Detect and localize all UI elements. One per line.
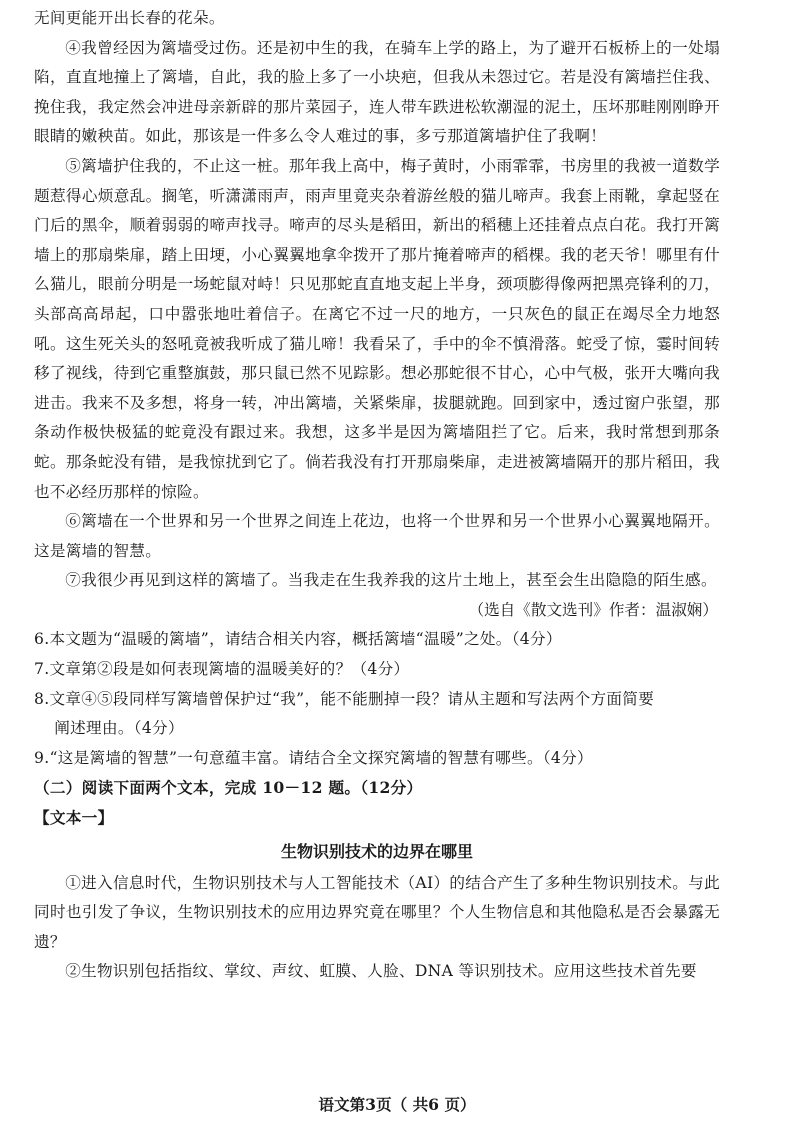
exam-page: [34, 4, 720, 987]
text-one-label: 【文本一】: [34, 808, 114, 828]
article-paragraph-2: ②生物识别包括指纹、掌纹、声纹、虹膜、人脸、DNA 等识别技术。应用这些技术首先要: [65, 962, 697, 981]
passage-paragraph-5: ⑤篱墙护住我的，不止这一桩。那年我上高中，梅子黄时，小雨霏霏，书房里的我被一道数学题惹得心烦意乱。搁笔，听潇潇雨声，雨声里竟夹杂着游丝般的猫儿啼声。我套上雨靴，拿起竖在门后的黑伞，顺着弱弱的啼声找寻。啼声的尽头是稻田，新出的稻穗上还挂着点点白花。我打开篱墙上的那扇柴扉，踏上田埂，小心翼翼地拿伞拨开了那片掩着啼声的稻棵。我的老天爷！哪里有什么猫儿，眼前分明是一场蛇鼠对峙！只见那蛇直直地支起上半身，颈项膨得像两把黑亮锋利的刀，头部高高昂起，口中嚣张地吐着信子。在离它不过一尺的地方，一只灰色的鼠正在竭尽全力地怒吼。这生死关头的怒吼竟被我听成了猫儿啼！我看呆了，手中的伞不慎滑落。蛇受了惊，霎时间转移了视线，待到它重整旗鼓，那只鼠已然不见踪影。想必那蛇很不甘心，心中气极，张开大嘴向我进击。我来不及多想，将身一转，冲出篱墙，关紧柴扉，拔腿就跑。回到家中，透过窗户张望，那条动作极快极猛的蛇竟没有跟过来。我想，这多半是因为篱墙阻拦了它。后来，我时常想到那条蛇。那条蛇没有错，是我惊扰到它了。倘若我没有打开那扇柴扉，走进被篱墙隔开的那片稻田，我也不必经历那样的惊险。: [34, 156, 720, 501]
question-7: 7.文章第②段是如何表现篱墙的温暖美好的？（4分）: [34, 660, 410, 679]
page-footer: 语文第3页（ 共6 页）: [318, 1095, 476, 1114]
passage-paragraph-continued: 无间更能开出长春的花朵。: [34, 9, 225, 27]
passage-paragraph-6: ⑥篱墙在一个世界和另一个世界之间连上花边，也将一个世界和另一个世界小心翼翼地隔开。这是篱墙的智慧。: [34, 512, 720, 560]
passage-source: （选自《散文选刊》作者：温淑娴）: [468, 600, 718, 619]
question-6: 6.本文题为“温暖的篱墙”，请结合相关内容，概括篱墙“温暖”之处。（4分）: [34, 630, 562, 649]
passage-paragraph-7: ⑦我很少再见到这样的篱墙了。当我走在生我养我的这片土地上，甚至会生出隐隐的陌生感。: [65, 571, 717, 590]
question-8: 8.文章④⑤段同样写篱墙曾保护过“我”，能不能删掉一段？请从主题和写法两个方面简要: [34, 689, 655, 708]
passage-paragraph-4: ④我曾经因为篱墙受过伤。还是初中生的我，在骑车上学的路上，为了避开石板桥上的一处塌陷，直直地撞上了篱墙，自此，我的脸上多了一小块疤，但我从未怨过它。若是没有篱墙拦住我、挽住我，我定然会冲进母亲新辟的那片菜园子，连人带车跌进松软潮湿的泥土，压坏那畦刚刚睁开眼睛的嫩秧苗。如此，那该是一件多么令人难过的事，多亏那道篱墙护住了我啊！: [34, 38, 720, 146]
section-two-heading: （二）阅读下面两个文本，完成 10－12 题。（12分）: [34, 778, 423, 798]
article-title: 生物识别技术的边界在哪里: [280, 841, 473, 861]
article-paragraph-1: ①进入信息时代，生物识别技术与人工智能技术（AI）的结合产生了多种生物识别技术。与此同时也引发了争议，生物识别技术的应用边界究竟在哪里？个人生物信息和其他隐私是否会暴露无遗？: [34, 873, 720, 951]
question-8-continued: 阐述理由。（4分）: [54, 719, 184, 738]
question-9: 9.“这是篱墙的智慧”一句意蕴丰富。请结合全文探究篱墙的智慧有哪些。（4分）: [34, 748, 593, 767]
